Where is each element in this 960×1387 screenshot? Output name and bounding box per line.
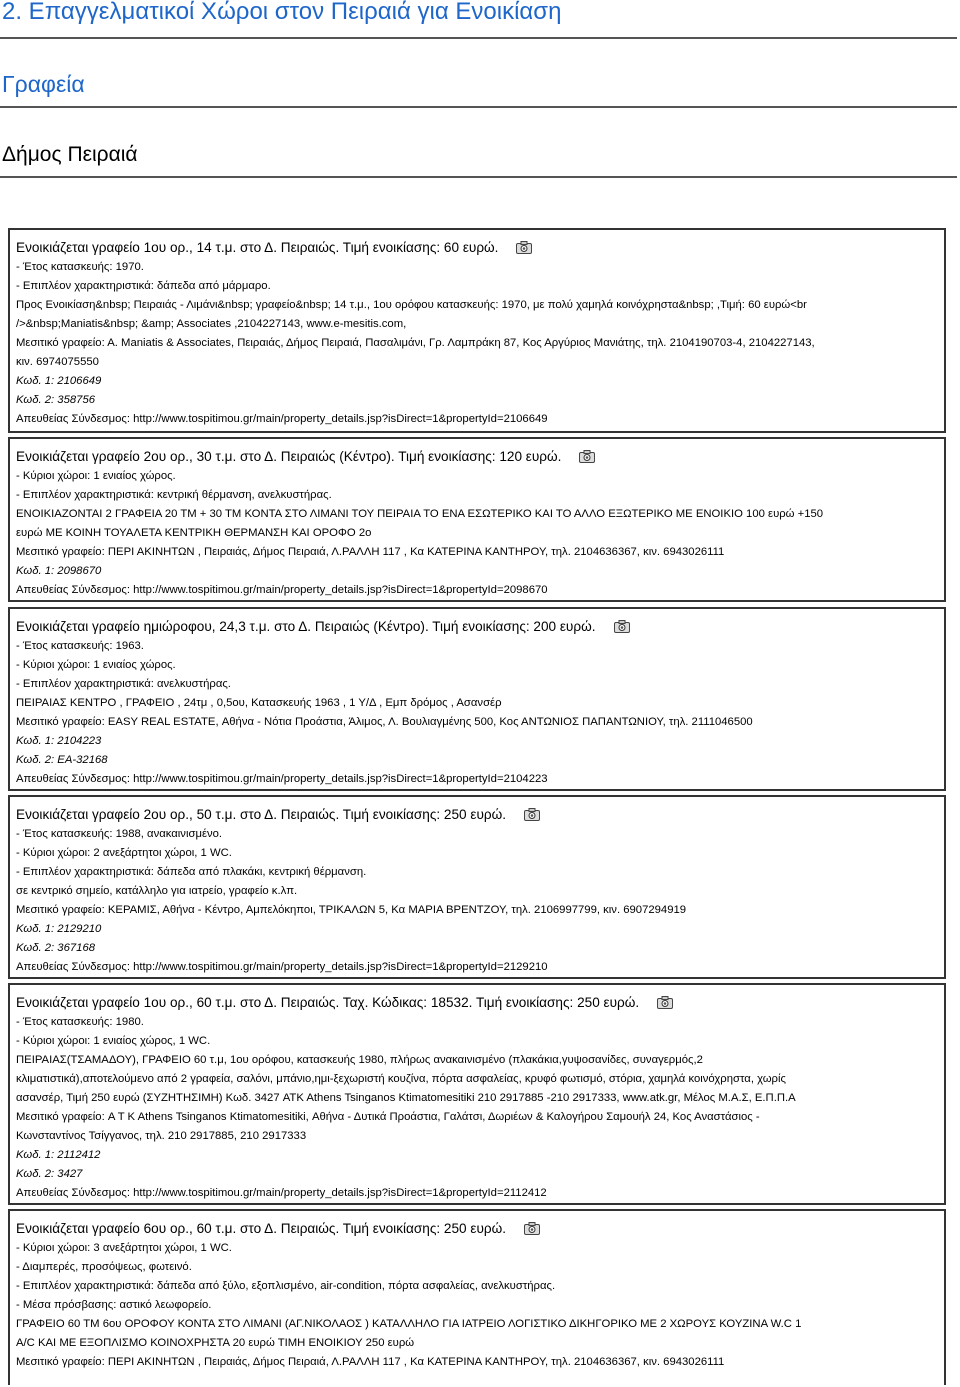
listing-description: ΕΝΟΙΚΙΑΖΟΝΤΑΙ 2 ΓΡΑΦΕΙΑ 20 ΤΜ + 30 ΤΜ ΚΟΝΤΑ ΣΤΟ ΛΙΜΑΝΙ ΤΟΥ ΠΕΙΡΑΙΑ ΤΟ ΕΝΑ ΕΣΩΤΕΡΙΚΟ ΚΑΙ ΤΟ ΑΛΛΟ ΕΞΩΤΕΡΙΚΟ ΜΕ ΕΝΟΙΚΙΟ 100 ευρώ +150 [16, 508, 824, 520]
listing-detail: - Κύριοι χώροι: 3 ανεξάρτητοι χώροι, 1 WC. [16, 1242, 232, 1254]
listing-description: ΠΕΙΡΑΙΑΣ(ΤΣΑΜΑΔΟΥ), ΓΡΑΦΕΙΟ 60 τ.μ, 1ου ορόφου, κατασκευής 1980, πλήρως ανακαινισμένο (πλακάκια,γυψοσανίδες, συναγερμός,2 [16, 1054, 703, 1066]
listing-agency: Μεσιτικό γραφείο: ΠΕΡΙ ΑΚΙΝΗΤΩΝ , Πειραιάς, Δήμος Πειραιά, Λ.ΡΑΛΛΗ 117 , Κα ΚΑΤΕΡΙΝΑ ΚΑΝΤΗΡΟΥ, τηλ. 2104636367, κιν. 6943026111 [16, 546, 725, 558]
listing-agency: Μεσιτικό γραφείο: EASY REAL ESTATE, Αθήνα - Νότια Προάστια, Άλιμος, Λ. Βουλιαγμένης 500, Κος ΑΝΤΩΝΙΟΣ ΠΑΠΑΝΤΩΝΙΟΥ, τηλ. 2111046500 [16, 716, 753, 728]
listing-detail: - Έτος κατασκευής: 1980. [16, 1016, 144, 1028]
listing-description: Α/C ΚΑΙ ΜΕ ΕΞΟΠΛΙΣΜΟ ΚΟΙΝΟΧΡΗΣΤΑ 20 ευρώ ΤΙΜΗ ΕΝΟΙΚΙΟΥ 250 ευρώ [16, 1337, 415, 1349]
photo-camera-icon[interactable] [579, 450, 595, 463]
listing-detail: - Επιπλέον χαρακτηριστικά: δάπεδα από μάρμαρο. [16, 280, 271, 292]
divider [0, 106, 957, 108]
listing-description: σε κεντρικό σημείο, κατάλληλο για ιατρείο, γραφείο κ.λπ. [16, 885, 298, 897]
listing-detail: - Έτος κατασκευής: 1988, ανακαινισμένο. [16, 828, 223, 840]
listing-description: ΠΕΙΡΑΙΑΣ ΚΕΝΤΡΟ , ΓΡΑΦΕΙΟ , 24τμ , 0,5ου, Κατασκευής 1963 , 1 Υ/Δ , Εμπ δρόμος , Ασανσέρ [16, 697, 502, 709]
listing-card [8, 795, 946, 979]
listing-card [8, 983, 946, 1205]
listing-detail: - Κύριοι χώροι: 2 ανεξάρτητοι χώροι, 1 WC. [16, 847, 232, 859]
subsection-heading-municipality: Δήμος Πειραιά [2, 143, 138, 166]
photo-camera-icon[interactable] [524, 808, 540, 821]
divider [0, 37, 957, 39]
listing-detail: - Κύριοι χώροι: 1 ενιαίος χώρος. [16, 659, 176, 671]
listing-detail: - Έτος κατασκευής: 1963. [16, 640, 144, 652]
listing-title[interactable]: Ενοικιάζεται γραφείο 6ου ορ., 60 τ.μ. στο Δ. Πειραιώς. Τιμή ενοικίασης: 250 ευρώ. [16, 1220, 507, 1236]
listing-card [8, 228, 946, 433]
listing-agency: Μεσιτικό γραφείο: Α. Maniatis & Associates, Πειραιάς, Δήμος Πειραιά, Πασαλιμάνι, Γρ. Λαμπράκη 87, Κος Αργύριος Μανιάτης, τηλ. 2104190703-4, 2104227143, [16, 337, 815, 349]
listing-agency: κιν. 6974075550 [16, 356, 99, 368]
listing-card [8, 437, 946, 602]
listing-direct-link[interactable]: Απευθείας Σύνδεσμος: http://www.tospitimou.gr/main/property_details.jsp?isDirect=1&propertyId=2129210 [16, 961, 548, 973]
listing-code: Κωδ. 1: 2106649 [16, 375, 102, 387]
listing-code: Κωδ. 2: 358756 [16, 394, 96, 406]
listing-card [8, 607, 946, 791]
listing-direct-link[interactable]: Απευθείας Σύνδεσμος: http://www.tospitimou.gr/main/property_details.jsp?isDirect=1&propertyId=2104223 [16, 773, 548, 785]
listing-description: κλιματιστικά),αποτελούμενο από 2 γραφεία, σαλόνι, μπάνιο,ημι-ξεχωριστή κουζίνα, πόρτα ασφαλείας, κρυφό φωτισμό, στόρια, χαμηλά κοινόχρηστα, χωρίς [16, 1073, 786, 1085]
listing-direct-link[interactable]: Απευθείας Σύνδεσμος: http://www.tospitimou.gr/main/property_details.jsp?isDirect=1&propertyId=2098670 [16, 584, 548, 596]
listing-detail: - Επιπλέον χαρακτηριστικά: δάπεδα από ξύλο, εξοπλισμένο, air-condition, πόρτα ασφαλείας, ανελκυστήρας. [16, 1280, 556, 1292]
listing-title[interactable]: Ενοικιάζεται γραφείο 2ου ορ., 50 τ.μ. στο Δ. Πειραιώς. Τιμή ενοικίασης: 250 ευρώ. [16, 806, 507, 822]
listing-code: Κωδ. 2: 3427 [16, 1168, 83, 1180]
page-heading: 2. Επαγγελματικοί Χώροι στον Πειραιά για Ενοικίαση [2, 0, 562, 25]
listing-detail: - Επιπλέον χαρακτηριστικά: δάπεδα από πλακάκι, κεντρική θέρμανση. [16, 866, 367, 878]
listing-detail: - Μέσα πρόσβασης: αστικό λεωφορείο. [16, 1299, 212, 1311]
listing-detail: - Διαμπερές, προσόψεως, φωτεινό. [16, 1261, 192, 1273]
listing-code: Κωδ. 2: ΕΑ-32168 [16, 754, 108, 766]
listing-code: Κωδ. 1: 2104223 [16, 735, 102, 747]
listing-direct-link[interactable]: Απευθείας Σύνδεσμος: http://www.tospitimou.gr/main/property_details.jsp?isDirect=1&propertyId=2106649 [16, 413, 548, 425]
listing-detail: - Επιπλέον χαρακτηριστικά: ανελκυστήρας. [16, 678, 231, 690]
section-heading-offices: Γραφεία [2, 71, 85, 97]
listing-title[interactable]: Ενοικιάζεται γραφείο 1ου ορ., 60 τ.μ. στο Δ. Πειραιώς. Ταχ. Κώδικας: 18532. Τιμή ενοικίασης: 250 ευρώ. [16, 994, 640, 1010]
listing-title[interactable]: Ενοικιάζεται γραφείο 1ου ορ., 14 τ.μ. στο Δ. Πειραιώς. Τιμή ενοικίασης: 60 ευρώ. [16, 239, 499, 255]
divider [0, 176, 957, 178]
photo-camera-icon[interactable] [516, 241, 532, 254]
listing-detail: - Κύριοι χώροι: 1 ενιαίος χώρος. [16, 470, 176, 482]
listing-detail: - Κύριοι χώροι: 1 ενιαίος χώρος, 1 WC. [16, 1035, 211, 1047]
listing-code: Κωδ. 1: 2098670 [16, 565, 102, 577]
listing-title[interactable]: Ενοικιάζεται γραφείο ημιώροφου, 24,3 τ.μ. στο Δ. Πειραιώς (Κέντρο). Τιμή ενοικίασης: 200 ευρώ. [16, 618, 596, 634]
listing-agency: Μεσιτικό γραφείο: ΚΕΡΑΜΙΣ, Αθήνα - Κέντρο, Αμπελόκηποι, ΤΡΙΚΑΛΩΝ 5, Κα ΜΑΡΙΑ ΒΡΕΝΤΖΟΥ, τηλ. 2106997799, κιν. 6907294919 [16, 904, 687, 916]
photo-camera-icon[interactable] [524, 1222, 540, 1235]
listing-card [8, 1209, 946, 1385]
listing-description: ευρώ ΜΕ ΚΟΙΝΗ ΤΟΥΑΛΕΤΑ ΚΕΝΤΡΙΚΗ ΘΕΡΜΑΝΣΗ ΚΑΙ ΟΡΟΦΟ 2ο [16, 527, 372, 539]
photo-camera-icon[interactable] [657, 996, 673, 1009]
listing-agency: Κωνσταντίνος Τσίγγανος, τηλ. 210 2917885, 210 2917333 [16, 1130, 307, 1142]
listing-description: Προς Ενοικίαση&nbsp; Πειραιάς - Λιμάνι&nbsp; γραφείο&nbsp; 14 τ.μ., 1ου ορόφου κατασκευής: 1970, με πολύ χαμηλά κοινόχρηστα&nbsp; ,Τιμή: 60 ευρώ<br [16, 299, 807, 311]
listing-code: Κωδ. 2: 367168 [16, 942, 96, 954]
listing-agency: Μεσιτικό γραφείο: ΠΕΡΙ ΑΚΙΝΗΤΩΝ , Πειραιάς, Δήμος Πειραιά, Λ.ΡΑΛΛΗ 117 , Κα ΚΑΤΕΡΙΝΑ ΚΑΝΤΗΡΟΥ, τηλ. 2104636367, κιν. 6943026111 [16, 1356, 725, 1368]
listing-detail: - Έτος κατασκευής: 1970. [16, 261, 144, 273]
listing-agency: Μεσιτικό γραφείο: A T K Athens Tsinganos Ktimatomesitiki, Αθήνα - Δυτικά Προάστια, Γαλάτσι, Δωριέων & Καλογήρου Σαμουήλ 24, Κος Αναστάσιος - [16, 1111, 760, 1123]
listing-code: Κωδ. 1: 2112412 [16, 1149, 101, 1161]
listing-title[interactable]: Ενοικιάζεται γραφείο 2ου ορ., 30 τ.μ. στο Δ. Πειραιώς (Κέντρο). Τιμή ενοικίασης: 120 ευρώ. [16, 448, 562, 464]
listing-detail: - Επιπλέον χαρακτηριστικά: κεντρική θέρμανση, ανελκυστήρας. [16, 489, 332, 501]
listing-direct-link[interactable]: Απευθείας Σύνδεσμος: http://www.tospitimou.gr/main/property_details.jsp?isDirect=1&propertyId=2112412 [16, 1187, 547, 1199]
listing-description: ασανσέρ, Τιμή 250 ευρώ (ΣΥΖΗΤΗΣΙΜΗ) Κωδ. 3427 ATK Athens Tsinganos Ktimatomesitiki 210 2917885 -210 2917333, www.atk.gr, Μέλος Μ.Α.Σ, Ε.Π.Π.Α [16, 1092, 796, 1104]
listing-code: Κωδ. 1: 2129210 [16, 923, 102, 935]
listing-description: />&nbsp;Maniatis&nbsp; &amp; Associates ,2104227143, www.e-mesitis.com, [16, 318, 407, 330]
listing-description: ΓΡΑΦΕΙΟ 60 ΤΜ 6ου ΟΡΟΦΟΥ ΚΟΝΤΑ ΣΤΟ ΛΙΜΑΝΙ (ΑΓ.ΝΙΚΟΛΑΟΣ ) ΚΑΤΑΛΛΗΛΟ ΓΙΑ ΙΑΤΡΕΙΟ ΛΟΓΙΣΤΙΚΟ ΔΙΚΗΓΟΡΙΚΟ ΜΕ 2 ΧΩΡΟΥΣ ΚΟΥΖΙΝΑ W.C 1 [16, 1318, 802, 1330]
photo-camera-icon[interactable] [614, 620, 630, 633]
